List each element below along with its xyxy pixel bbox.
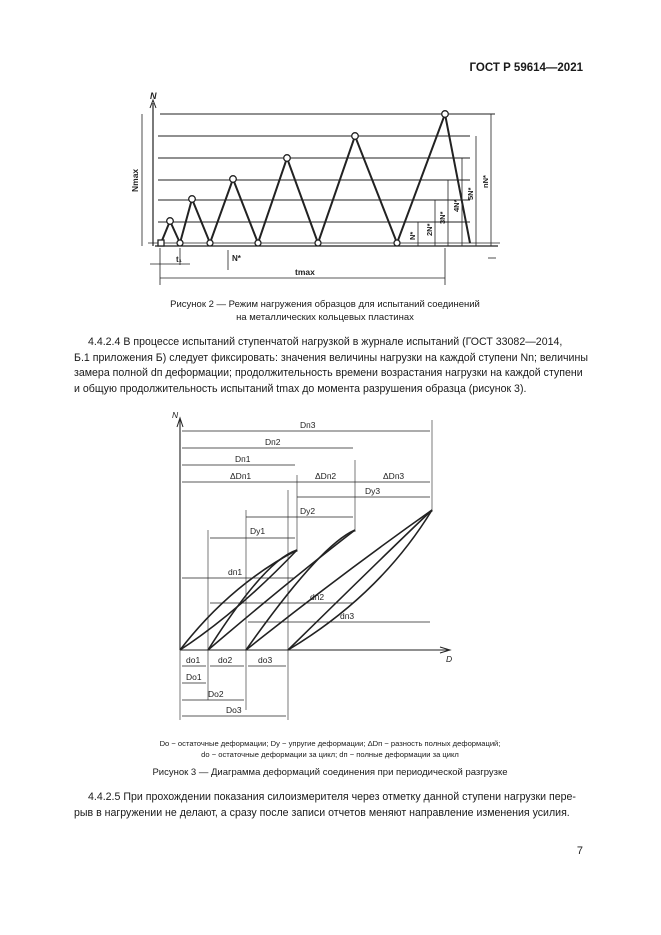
svg-text:Dп3: Dп3 xyxy=(300,420,316,430)
fig2-nstar-label: N* xyxy=(232,254,241,263)
svg-text:2N*: 2N* xyxy=(425,223,434,236)
document-header: ГОСТ Р 59614—2021 xyxy=(469,62,583,74)
svg-text:dо2: dо2 xyxy=(218,655,233,665)
svg-text:Dу3: Dу3 xyxy=(365,486,381,496)
svg-text:ΔDп2: ΔDп2 xyxy=(315,471,337,481)
svg-text:Dп1: Dп1 xyxy=(235,454,251,464)
paragraph-4-4-2-4: 4.4.2.4 В процессе испытаний ступенчатой нагрузкой в журнале испытаний (ГОСТ 33082—2014, Б.1 приложения Б) следует фиксировать: значения величины нагрузки на каждой ступени Nn; величины замера полной dп деформации; продолжительность времени возрастания нагрузки на каждой ступени и общую продолжительность испытаний tmax до момента разрушения образца (рисунок 3). xyxy=(74,336,588,395)
svg-text:4N*: 4N* xyxy=(452,199,461,212)
fig2-t1-label: t₁ xyxy=(176,255,182,264)
svg-text:3N*: 3N* xyxy=(438,211,447,224)
fig2-load-profile xyxy=(161,114,470,243)
fig2-tmax-label: tmax xyxy=(295,267,315,277)
svg-text:Dо2: Dо2 xyxy=(208,689,224,699)
svg-text:ΔDп1: ΔDп1 xyxy=(230,471,252,481)
svg-text:N*: N* xyxy=(408,231,417,240)
fig2-y-label: N xyxy=(150,91,157,101)
svg-text:dп1: dп1 xyxy=(228,567,243,577)
figure-3-diagram xyxy=(0,400,661,730)
figure-2-caption: Рисунок 2 — Режим нагружения образцов для испытаний соединений на металлических кольцевых пластинах xyxy=(170,299,480,323)
figure-2-diagram xyxy=(0,0,661,300)
svg-text:dп2: dп2 xyxy=(310,592,325,602)
svg-text:Dо3: Dо3 xyxy=(226,705,242,715)
fig3-y-label: N xyxy=(172,410,179,420)
fig3-x-label: D xyxy=(446,654,453,664)
svg-text:Dу1: Dу1 xyxy=(250,526,266,536)
svg-text:nN*: nN* xyxy=(481,175,490,188)
figure-3-caption: Рисунок 3 — Диаграмма деформаций соединения при периодической разгрузке xyxy=(152,767,508,778)
svg-text:Dо1: Dо1 xyxy=(186,672,202,682)
svg-text:ΔDп3: ΔDп3 xyxy=(383,471,405,481)
svg-text:Dу2: Dу2 xyxy=(300,506,316,516)
svg-text:dо3: dо3 xyxy=(258,655,273,665)
svg-text:dо1: dо1 xyxy=(186,655,201,665)
paragraph-4-4-2-5: 4.4.2.5 При прохождении показания силоизмерителя через отметку данной ступени нагрузки пере- рыв в нагружении не делают, а сразу после записи отчетов меняют направление изменения усилия. xyxy=(74,791,576,819)
fig2-nmax-label: Nmax xyxy=(130,168,140,192)
svg-text:5N*: 5N* xyxy=(466,187,475,200)
svg-text:Dп2: Dп2 xyxy=(265,437,281,447)
page-number: 7 xyxy=(576,845,583,857)
figure-3-legend: Dо − остаточные деформации; Dу − упругие деформации; ΔDп − разность полных деформаций; dо − остаточные деформации за цикл; dп − полные деформации за цикл xyxy=(159,739,501,759)
svg-text:dп3: dп3 xyxy=(340,611,355,621)
